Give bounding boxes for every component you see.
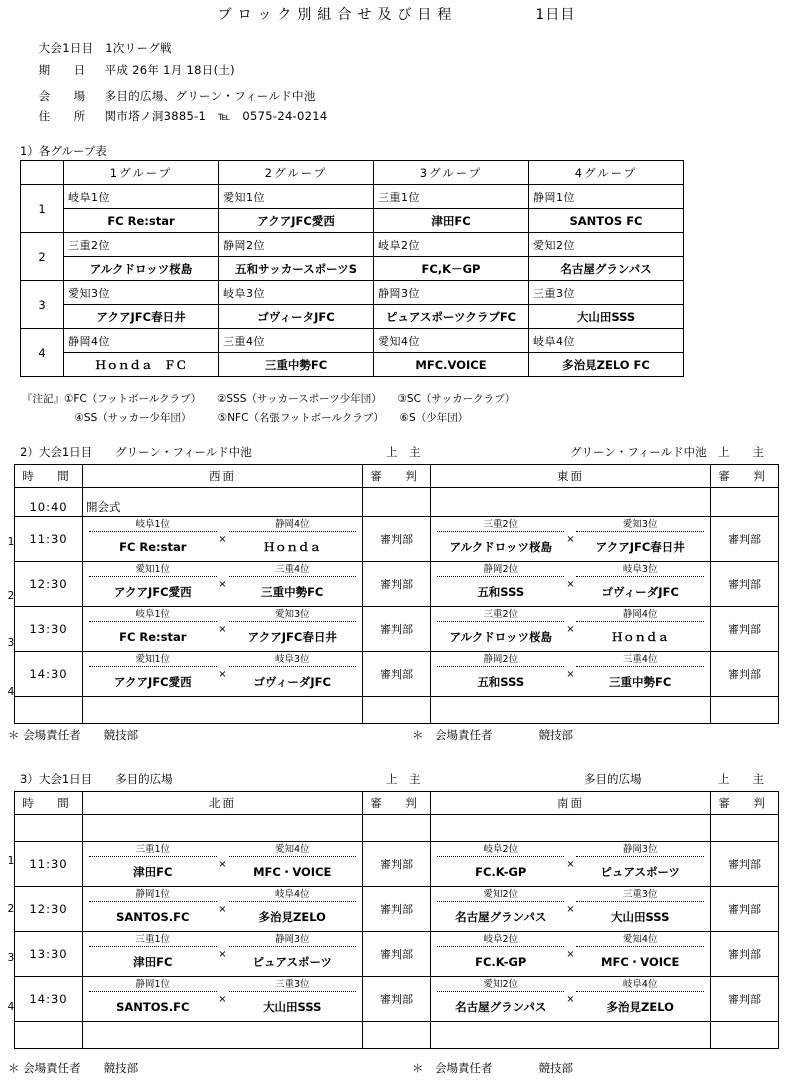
meta-venue-value: 多目的広場、グリーン・フィールド中池 <box>104 89 316 103</box>
match-cell-north <box>83 932 363 977</box>
divider <box>89 576 216 577</box>
referee-cell: 審判部 <box>362 932 430 977</box>
page-title-text: ブロック別組合せ及び日程 <box>217 7 458 23</box>
divider <box>576 856 703 857</box>
match-rank: 岐阜3位 <box>274 654 310 665</box>
referee-cell: 審判部 <box>362 842 430 887</box>
match-team: アルクドロッツ桜島 <box>449 630 553 644</box>
match-time: 13:30 <box>15 607 83 652</box>
group-team: 多治見ZELO FC <box>529 353 684 377</box>
table-row <box>15 977 779 1022</box>
match-rank: 岐阜4位 <box>274 889 310 900</box>
versus-icon: × <box>566 859 575 870</box>
opening-ceremony-row <box>15 488 779 517</box>
versus-icon: × <box>218 669 227 680</box>
group-row-no: 3 <box>21 281 64 329</box>
match-rank: 静岡3位 <box>274 934 310 945</box>
opening-referee-blank <box>362 488 430 517</box>
section3-footer-left: ＊ 会場責任者 競技部 <box>8 1061 139 1075</box>
table-row <box>21 353 684 377</box>
blank-cell <box>15 1022 83 1049</box>
group-team: Ｈｏｎｄａ ＦＣ <box>64 353 219 377</box>
opening-time: 10:40 <box>15 488 83 517</box>
group-rank: 愛知4位 <box>374 329 529 353</box>
group-header-4: 4グループ <box>529 161 684 185</box>
section3-footer-right: ＊ 会場責任者 競技部 <box>412 1061 573 1075</box>
section1-caption: 1）各グループ表 <box>20 144 107 158</box>
section3-caption-right: 多目的広場 <box>584 772 642 786</box>
match-rank: 静岡3位 <box>622 844 658 855</box>
versus-icon: × <box>218 534 227 545</box>
divider <box>229 576 356 577</box>
table-row <box>15 932 779 977</box>
group-team: 津田FC <box>374 209 529 233</box>
group-row-no: 1 <box>21 185 64 233</box>
versus-icon: × <box>218 904 227 915</box>
divider <box>89 621 216 622</box>
section2-footer-left: ＊ 会場責任者 競技部 <box>8 728 139 742</box>
versus-icon: × <box>566 669 575 680</box>
match-rank: 岐阜3位 <box>622 564 658 575</box>
referee-cell: 審判部 <box>362 977 430 1022</box>
section3-row-no: 1 <box>7 855 15 867</box>
blank-cell <box>710 1022 778 1049</box>
divider <box>576 901 703 902</box>
group-rank: 静岡3位 <box>374 281 529 305</box>
section3-schedule-table <box>14 791 779 1049</box>
group-row-no: 2 <box>21 233 64 281</box>
table-row <box>21 329 684 353</box>
notes-line-1: 『注記』①FC（フットボールクラブ） ②SSS（サッカースポーツ少年団） ③SC（サッカークラブ） <box>22 393 516 405</box>
match-team: FC.K-GP <box>475 955 527 969</box>
group-team: アルクドロッツ桜島 <box>64 257 219 281</box>
versus-icon: × <box>566 624 575 635</box>
match-team: アクアJFC春日井 <box>247 630 337 644</box>
match-cell-west <box>83 607 363 652</box>
versus-icon: × <box>218 859 227 870</box>
group-rank: 静岡1位 <box>529 185 684 209</box>
group-team: FC,K－GP <box>374 257 529 281</box>
section2-row-no: 4 <box>7 686 15 698</box>
referee-cell: 審判部 <box>710 977 778 1022</box>
match-rank: 三重1位 <box>135 844 171 855</box>
match-team: アルクドロッツ桜島 <box>449 540 553 554</box>
group-table <box>20 160 684 377</box>
match-rank: 静岡2位 <box>483 654 518 665</box>
referee-cell: 審判部 <box>710 652 778 697</box>
divider <box>229 991 356 992</box>
notes-line-2: ④SS（サッカー少年団） ⑤NFC（名張フットボールクラブ） ⑥S（少年団） <box>22 412 469 424</box>
match-cell-south <box>431 887 711 932</box>
meta-date-value: 平成 26年 1月 18日(土) <box>104 63 235 77</box>
match-rank: 三重1位 <box>135 934 171 945</box>
match-team: 名古屋グランパス <box>455 1000 547 1014</box>
group-team: MFC.VOICE <box>374 353 529 377</box>
match-time: 12:30 <box>15 887 83 932</box>
blank-cell <box>431 1022 711 1049</box>
group-rank: 三重1位 <box>374 185 529 209</box>
match-cell-north <box>83 977 363 1022</box>
col-header-referee: 審 判 <box>362 792 430 815</box>
divider <box>89 946 216 947</box>
match-rank: 愛知3位 <box>274 609 310 620</box>
referee-cell: 審判部 <box>710 517 778 562</box>
group-rank: 岐阜2位 <box>374 233 529 257</box>
divider <box>229 946 356 947</box>
match-rank: 静岡1位 <box>135 979 171 990</box>
col-header-north: 北面 <box>83 792 363 815</box>
versus-icon: × <box>566 904 575 915</box>
match-team: SANTOS.FC <box>116 1000 190 1014</box>
match-cell-west <box>83 517 363 562</box>
divider <box>437 856 564 857</box>
versus-icon: × <box>218 994 227 1005</box>
match-team: Ｈｏｎｄａ <box>611 630 669 644</box>
match-team: FC Re:star <box>119 630 187 644</box>
match-rank: 静岡1位 <box>135 889 171 900</box>
blank-cell <box>362 1022 430 1049</box>
col-header-west: 西面 <box>83 465 363 488</box>
match-team: アクアJFC愛西 <box>113 675 192 689</box>
blank-cell <box>15 697 83 724</box>
referee-cell: 審判部 <box>362 562 430 607</box>
table-row <box>15 607 779 652</box>
table-row <box>21 209 684 233</box>
group-team: アクアJFC春日井 <box>64 305 219 329</box>
col-header-referee: 審 判 <box>710 465 778 488</box>
group-rank: 愛知3位 <box>64 281 219 305</box>
referee-cell: 審判部 <box>710 607 778 652</box>
table-row <box>21 257 684 281</box>
blank-cell <box>431 697 711 724</box>
match-time: 11:30 <box>15 842 83 887</box>
blank-cell <box>710 815 778 842</box>
section3-row-no: 4 <box>7 1001 15 1013</box>
group-team: 名古屋グランパス <box>529 257 684 281</box>
group-rank: 岐阜1位 <box>64 185 219 209</box>
group-team: FC Re:star <box>64 209 219 233</box>
referee-cell: 審判部 <box>362 607 430 652</box>
referee-cell: 審判部 <box>710 887 778 932</box>
opening-referee-blank-2 <box>710 488 778 517</box>
leading-blank-row <box>15 815 779 842</box>
divider <box>437 991 564 992</box>
section2-footer-right: ＊ 会場責任者 競技部 <box>412 728 573 742</box>
match-cell-east <box>431 517 711 562</box>
meta-address-label: 住 所 <box>38 109 92 123</box>
col-header-south: 南面 <box>431 792 711 815</box>
group-rank: 三重4位 <box>219 329 374 353</box>
group-header-1: 1グループ <box>64 161 219 185</box>
match-cell-east <box>431 562 711 607</box>
match-team: Ｈｏｎｄａ <box>263 540 321 554</box>
section2-caption-left: 2）大会1日目 グリーン・フィールド中池 <box>20 445 252 459</box>
match-team: 津田FC <box>133 865 173 879</box>
trailing-blank-row <box>15 697 779 724</box>
referee-cell: 審判部 <box>362 887 430 932</box>
meta-tournament-value: 大会1日目 1次リーグ戦 <box>38 41 172 55</box>
group-header-blank <box>21 161 64 185</box>
blank-cell <box>83 697 363 724</box>
match-rank: 三重2位 <box>483 519 518 530</box>
match-team: 五和SSS <box>477 585 525 599</box>
group-team: 五和サッカースポーツS <box>219 257 374 281</box>
match-rank: 岐阜2位 <box>483 934 518 945</box>
group-team: 大山田SSS <box>529 305 684 329</box>
group-header-2: 2グループ <box>219 161 374 185</box>
divider <box>229 621 356 622</box>
section2-header-row <box>15 465 779 488</box>
match-time: 14:30 <box>15 652 83 697</box>
meta-line-address <box>24 94 327 138</box>
match-team: アクアJFC春日井 <box>595 540 685 554</box>
group-row-no: 4 <box>21 329 64 377</box>
group-team: 三重中勢FC <box>219 353 374 377</box>
divider <box>576 991 703 992</box>
blank-cell <box>83 1022 363 1049</box>
match-rank: 三重4位 <box>622 654 658 665</box>
section3-caption-left-sub: 上 主 <box>386 772 421 786</box>
divider <box>576 621 703 622</box>
match-team: MFC・VOICE <box>253 865 332 879</box>
match-cell-west <box>83 652 363 697</box>
blank-cell <box>431 815 711 842</box>
match-rank: 愛知4位 <box>274 844 310 855</box>
col-header-time: 時 間 <box>15 792 83 815</box>
page-title <box>0 4 793 24</box>
match-rank: 愛知1位 <box>135 564 171 575</box>
section2-caption-left-sub: 上 主 <box>386 445 421 459</box>
meta-venue-label: 会 場 <box>38 89 92 103</box>
match-cell-south <box>431 977 711 1022</box>
group-team: アクアJFC愛西 <box>219 209 374 233</box>
match-team: 多治見ZELO <box>606 1000 674 1014</box>
versus-icon: × <box>218 624 227 635</box>
match-team: 多治見ZELO <box>258 910 326 924</box>
match-time: 11:30 <box>15 517 83 562</box>
meta-date-label: 期 日 <box>38 63 92 77</box>
match-rank: 静岡4位 <box>622 609 658 620</box>
versus-icon: × <box>218 579 227 590</box>
match-cell-east <box>431 652 711 697</box>
match-rank: 愛知2位 <box>483 979 518 990</box>
match-team: ピュアスポーツ <box>600 865 680 879</box>
section2-row-no: 2 <box>7 590 15 602</box>
trailing-blank-row <box>15 1022 779 1049</box>
group-rank: 愛知1位 <box>219 185 374 209</box>
match-time: 12:30 <box>15 562 83 607</box>
group-table-header-row <box>21 161 684 185</box>
match-rank: 静岡2位 <box>483 564 518 575</box>
match-rank: 岐阜2位 <box>483 844 518 855</box>
match-rank: 三重3位 <box>274 979 310 990</box>
match-team: 五和SSS <box>477 675 525 689</box>
divider <box>576 531 703 532</box>
divider <box>437 621 564 622</box>
blank-cell <box>15 815 83 842</box>
match-rank: 愛知1位 <box>135 654 171 665</box>
col-header-referee: 審 判 <box>362 465 430 488</box>
divider <box>229 901 356 902</box>
match-rank: 愛知3位 <box>622 519 658 530</box>
section3-caption-left: 3）大会1日目 多目的広場 <box>20 772 173 786</box>
section2-row-no: 3 <box>7 637 15 649</box>
referee-cell: 審判部 <box>710 562 778 607</box>
group-header-3: 3グループ <box>374 161 529 185</box>
match-rank: 三重4位 <box>274 564 310 575</box>
divider <box>437 576 564 577</box>
table-row <box>21 305 684 329</box>
blank-cell <box>362 815 430 842</box>
divider <box>89 901 216 902</box>
group-rank: 三重3位 <box>529 281 684 305</box>
section2-schedule-table <box>14 464 779 724</box>
match-rank: 岐阜4位 <box>622 979 658 990</box>
versus-icon: × <box>566 579 575 590</box>
match-time: 13:30 <box>15 932 83 977</box>
group-rank: 静岡4位 <box>64 329 219 353</box>
table-row <box>15 652 779 697</box>
group-rank: 静岡2位 <box>219 233 374 257</box>
group-rank: 岐阜3位 <box>219 281 374 305</box>
opening-east-blank <box>431 488 711 517</box>
section2-caption-right: グリーン・フィールド中池 <box>570 445 707 459</box>
divider <box>229 666 356 667</box>
section2-row-no: 1 <box>7 536 15 548</box>
match-cell-south <box>431 842 711 887</box>
match-cell-north <box>83 842 363 887</box>
match-team: 三重中勢FC <box>261 585 324 599</box>
divider <box>89 991 216 992</box>
section3-caption-right-sub: 上 主 <box>718 772 764 786</box>
match-rank: 愛知4位 <box>622 934 658 945</box>
divider <box>89 531 216 532</box>
versus-icon: × <box>566 949 575 960</box>
versus-icon: × <box>566 534 575 545</box>
divider <box>576 666 703 667</box>
match-team: アクアJFC愛西 <box>113 585 192 599</box>
divider <box>437 901 564 902</box>
col-header-time: 時 間 <box>15 465 83 488</box>
table-row <box>15 562 779 607</box>
group-rank: 岐阜4位 <box>529 329 684 353</box>
match-team: FC Re:star <box>119 540 187 554</box>
match-cell-south <box>431 932 711 977</box>
match-team: ゴヴィーダJFC <box>601 585 679 599</box>
match-cell-east <box>431 607 711 652</box>
table-row <box>15 517 779 562</box>
group-rank: 三重2位 <box>64 233 219 257</box>
divider <box>229 856 356 857</box>
divider <box>437 531 564 532</box>
match-cell-west <box>83 562 363 607</box>
divider <box>437 946 564 947</box>
divider <box>89 856 216 857</box>
match-team: 三重中勢FC <box>609 675 672 689</box>
group-team: ゴヴィータJFC <box>219 305 374 329</box>
table-row <box>15 842 779 887</box>
match-rank: 静岡4位 <box>274 519 310 530</box>
opening-label: 開会式 <box>83 488 363 517</box>
match-team: 津田FC <box>133 955 173 969</box>
referee-cell: 審判部 <box>362 517 430 562</box>
group-team: ピュアスポーツクラブFC <box>374 305 529 329</box>
match-rank: 岐阜1位 <box>135 609 171 620</box>
match-team: MFC・VOICE <box>601 955 680 969</box>
referee-cell: 審判部 <box>362 652 430 697</box>
page-title-day: 1日目 <box>535 7 576 23</box>
match-rank: 岐阜1位 <box>135 519 171 530</box>
section3-row-no: 3 <box>7 952 15 964</box>
table-row <box>21 233 684 257</box>
blank-cell <box>362 697 430 724</box>
table-row <box>21 185 684 209</box>
divider <box>229 531 356 532</box>
referee-cell: 審判部 <box>710 932 778 977</box>
match-rank: 三重3位 <box>622 889 658 900</box>
match-cell-north <box>83 887 363 932</box>
blank-cell <box>710 697 778 724</box>
col-header-east: 東面 <box>431 465 711 488</box>
col-header-referee: 審 判 <box>710 792 778 815</box>
match-team: ピュアスポーツ <box>252 955 333 969</box>
divider <box>89 666 216 667</box>
divider <box>437 666 564 667</box>
table-row <box>15 887 779 932</box>
match-rank: 三重2位 <box>483 609 518 620</box>
match-time: 14:30 <box>15 977 83 1022</box>
match-team: ゴヴィーダJFC <box>253 675 331 689</box>
table-row <box>21 281 684 305</box>
match-team: 大山田SSS <box>611 910 670 924</box>
match-team: SANTOS.FC <box>116 910 190 924</box>
match-team: 大山田SSS <box>263 1000 322 1014</box>
divider <box>576 946 703 947</box>
versus-icon: × <box>218 949 227 960</box>
match-team: 名古屋グランパス <box>455 910 547 924</box>
match-team: FC.K-GP <box>475 865 527 879</box>
match-rank: 愛知2位 <box>483 889 518 900</box>
blank-cell <box>83 815 363 842</box>
referee-cell: 審判部 <box>710 842 778 887</box>
meta-address-value: 関市塔ノ洞3885-1 ℡ 0575-24-0214 <box>104 109 328 123</box>
divider <box>576 576 703 577</box>
versus-icon: × <box>566 994 575 1005</box>
section3-row-no: 2 <box>7 903 15 915</box>
group-rank: 愛知2位 <box>529 233 684 257</box>
group-team: SANTOS FC <box>529 209 684 233</box>
section2-caption-right-sub: 上 主 <box>718 445 764 459</box>
section3-header-row <box>15 792 779 815</box>
